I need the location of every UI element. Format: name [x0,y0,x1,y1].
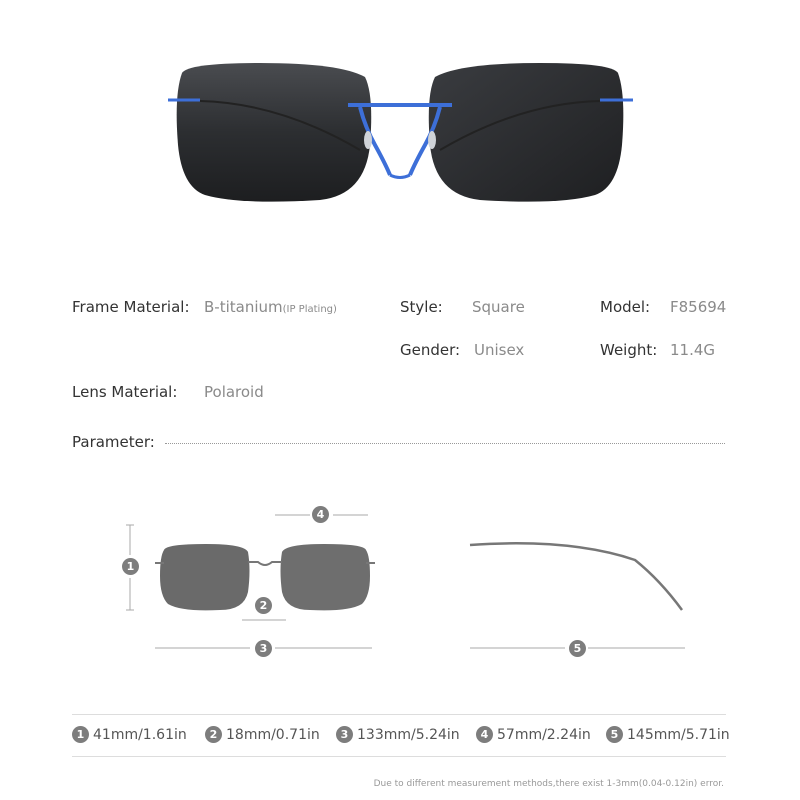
diagram-right-lens [281,544,371,610]
style-label: Style: [400,298,443,316]
dimension-badge-1: 1 [122,558,139,575]
front-view-diagram [120,500,390,665]
weight-label: Weight: [600,341,658,359]
dimension-badge-2: 2 [255,597,272,614]
frame-material-label: Frame Material: [72,298,190,316]
measurement-4 [476,726,591,743]
frame-material-value [204,298,337,316]
measurement-value-5: 145mm/5.71in [627,726,730,743]
model-value: F85694 [670,298,727,316]
measurement-badge-2: 2 [205,726,222,743]
measurement-1 [72,726,187,743]
weight-value: 11.4G [670,341,716,359]
bottom-rule [72,756,726,757]
style-value: Square [472,298,525,316]
top-rule [72,714,726,715]
dimension-badge-4: 4 [312,506,329,523]
parameter-dotted-line [165,443,725,444]
frame-material-note: (IP Plating) [282,304,337,315]
dimension-badge-5: 5 [569,640,586,657]
measurement-badge-5: 5 [606,726,623,743]
measurement-3 [336,726,460,743]
model-label: Model: [600,298,651,316]
lens-material-label: Lens Material: [72,383,178,401]
measurement-badge-1: 1 [72,726,89,743]
diagram-left-lens [160,544,250,610]
sunglasses-product-image [160,55,640,215]
gender-label: Gender: [400,341,461,359]
measurement-badge-4: 4 [476,726,493,743]
measurement-2 [205,726,320,743]
temple-arm [470,543,682,610]
parameter-label: Parameter: [72,433,155,451]
left-lens [177,63,372,202]
measurement-value-3: 133mm/5.24in [357,726,460,743]
measurement-badge-3: 3 [336,726,353,743]
measurement-footnote: Due to different measurement methods,there exist 1-3mm(0.04-0.12in) error. [373,779,724,789]
lens-material-value: Polaroid [204,383,264,401]
frame-material-text: B-titanium [204,298,283,316]
measurement-5 [606,726,730,743]
measurement-value-4: 57mm/2.24in [497,726,591,743]
gender-value: Unisex [474,341,525,359]
measurement-value-1: 41mm/1.61in [93,726,187,743]
dimension-badge-3: 3 [255,640,272,657]
right-lens [429,63,624,202]
measurement-value-2: 18mm/0.71in [226,726,320,743]
